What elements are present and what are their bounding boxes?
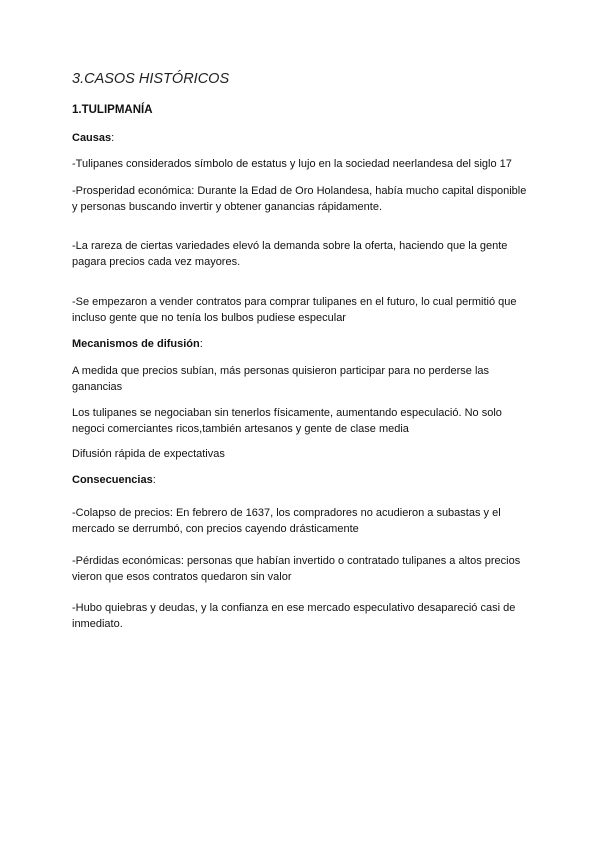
causas-item-4: -Se empezaron a vender contratos para comprar tulipanes en el futuro, lo cual permitió que incluso gente que no tenía los bulbos pudiese especular xyxy=(72,296,517,324)
mecanismos-heading-text: Mecanismos de difusión xyxy=(72,338,200,350)
causas-item-3: -La rareza de ciertas variedades elevó la demanda sobre la oferta, haciendo que la gente pagara precios cada vez mayores. xyxy=(72,240,508,268)
mecanismos-item-1: A medida que precios subían, más personas quisieron participar para no perderse las ganancias xyxy=(72,365,490,393)
causas-heading-text: Causas xyxy=(72,132,112,144)
causas-item-2: -Prosperidad económica: Durante la Edad de Oro Holandesa, había mucho capital disponible y personas buscando invertir y obtener ganancias rápidamente. xyxy=(72,185,527,213)
consecuencias-heading-colon: : xyxy=(152,474,156,486)
causas-heading-colon: : xyxy=(111,132,115,144)
mecanismos-item-3: Difusión rápida de expectativas xyxy=(72,448,225,460)
consecuencias-item-3: -Hubo quiebras y deudas, y la confianza en ese mercado especulativo desapareció casi de inmediato. xyxy=(72,602,516,630)
mecanismos-item-2: Los tulipanes se negociaban sin tenerlos físicamente, aumentando especulació. No solo negoci comerciantes ricos,también artesanos y gente de clase media xyxy=(72,407,502,435)
mecanismos-heading-colon: : xyxy=(199,338,203,350)
consecuencias-heading xyxy=(72,473,532,489)
subsection-number: 1. xyxy=(72,104,82,116)
section-title: 3.CASOS HISTÓRICOS xyxy=(72,71,230,87)
subsection-title xyxy=(72,104,153,116)
mecanismos-heading xyxy=(72,337,532,353)
consecuencias-item-1: -Colapso de precios: En febrero de 1637, los compradores no acudieron a subastas y el mercado se derrumbó, con precios cayendo drásticamente xyxy=(72,507,501,535)
causas-item-1: -Tulipanes considerados símbolo de estatus y lujo en la sociedad neerlandesa del siglo 17 xyxy=(72,158,512,170)
consecuencias-heading-text: Consecuencias xyxy=(72,474,153,486)
subsection-name: TULIPMANÍA xyxy=(81,104,153,116)
consecuencias-item-2: -Pérdidas económicas: personas que habían invertido o contratado tulipanes a altos precios vieron que esos contratos quedaron sin valor xyxy=(72,555,521,583)
causas-heading xyxy=(72,131,532,147)
